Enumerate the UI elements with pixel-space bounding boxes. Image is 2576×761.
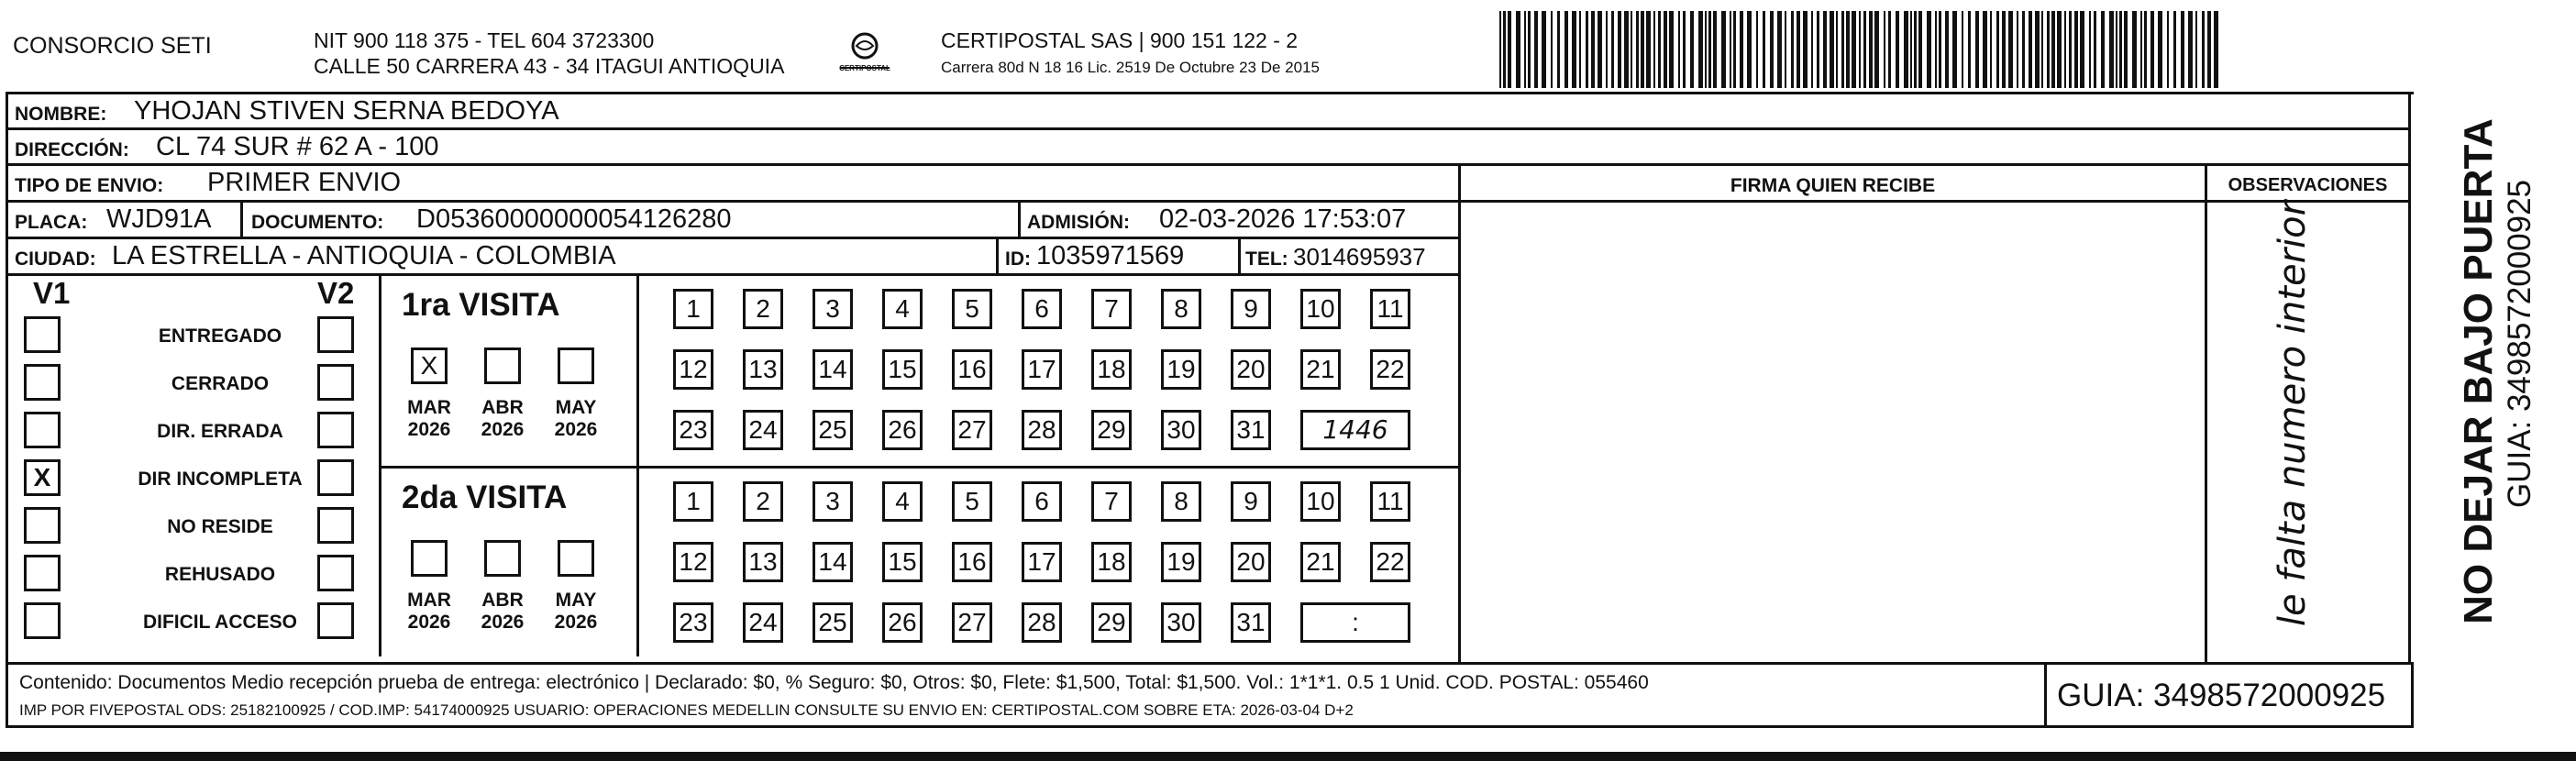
v2-checkbox[interactable] — [317, 412, 354, 448]
day-cell[interactable]: 5 — [952, 289, 992, 329]
day-cell[interactable]: 30 — [1161, 410, 1201, 450]
day-cell[interactable]: 6 — [1022, 289, 1062, 329]
signature-area[interactable] — [1461, 203, 2205, 624]
v1-checkbox[interactable] — [24, 316, 61, 353]
divider — [240, 203, 243, 239]
day-cell[interactable]: 14 — [813, 349, 853, 390]
observaciones-column — [2205, 166, 2408, 665]
day-cell[interactable]: 20 — [1231, 542, 1271, 582]
visita2-title: 2da VISITA — [402, 480, 568, 515]
day-cell[interactable]: 14 — [813, 542, 853, 582]
observaciones-label: OBSERVACIONES — [2228, 175, 2388, 195]
day-cell[interactable]: 8 — [1161, 289, 1201, 329]
day-cell[interactable]: 27 — [952, 602, 992, 643]
day-cell[interactable]: 22 — [1370, 542, 1410, 582]
day-cell[interactable]: 9 — [1231, 481, 1271, 522]
motivo-label: DIFICIL ACCESO — [142, 612, 297, 633]
day-cell[interactable]: 3 — [813, 289, 853, 329]
month-year: 2026 — [554, 612, 598, 633]
v2-checkbox[interactable] — [317, 507, 354, 544]
motivos-section — [6, 276, 381, 656]
month-year: 2026 — [554, 419, 598, 440]
v1-label: V1 — [33, 276, 71, 310]
day-cell[interactable]: 20 — [1231, 349, 1271, 390]
day-cell[interactable]: 2 — [743, 289, 783, 329]
motivo-label: CERRADO — [171, 373, 270, 394]
address-line: CALLE 50 CARRERA 43 - 34 ITAGUI ANTIOQUIA — [314, 54, 785, 78]
day-cell[interactable]: 7 — [1091, 481, 1132, 522]
day-cell[interactable]: 26 — [882, 602, 923, 643]
nombre-value: YHOJAN STIVEN SERNA BEDOYA — [134, 96, 559, 126]
side-text — [2424, 110, 2537, 642]
day-cell[interactable]: 12 — [673, 542, 713, 582]
row-nombre — [6, 94, 2408, 130]
admision-value: 02-03-2026 17:53:07 — [1159, 204, 1407, 234]
day-cell[interactable]: 17 — [1022, 349, 1062, 390]
day-cell[interactable]: 11 — [1370, 481, 1410, 522]
v1-checkbox[interactable]: X — [24, 459, 61, 496]
day-cell[interactable]: 29 — [1091, 602, 1132, 643]
divider — [636, 276, 639, 469]
month-checkbox[interactable] — [558, 540, 594, 577]
day-cell[interactable]: 31 — [1231, 410, 1271, 450]
footer-contenido: Contenido: Documentos Medio recepción prueba de entrega: electrónico | Declarado: $0, % Seguro: $0, Otros: $0, Flete: $1,500, Total: $1,500. Vol.: 1*1*1. 0.5 1 Unid. COD. POSTAL: 055460 — [19, 672, 1649, 693]
visita1-title: 1ra VISITA — [402, 287, 560, 323]
month-label: ABR — [481, 397, 524, 418]
day-cell[interactable]: 28 — [1022, 410, 1062, 450]
v1-checkbox[interactable] — [24, 412, 61, 448]
day-cell[interactable]: 23 — [673, 602, 713, 643]
day-cell[interactable]: 9 — [1231, 289, 1271, 329]
month-label: MAR — [407, 590, 451, 611]
tipo-label: TIPO DE ENVIO: — [15, 175, 164, 196]
day-cell[interactable]: 26 — [882, 410, 923, 450]
bottom-edge — [0, 752, 2576, 761]
day-cell[interactable]: 8 — [1161, 481, 1201, 522]
documento-label: DOCUMENTO: — [251, 212, 384, 233]
month-checkbox[interactable] — [558, 347, 594, 384]
admision-label: ADMISIÓN: — [1027, 212, 1130, 233]
month-checkbox[interactable] — [484, 540, 521, 577]
motivo-label: REHUSADO — [164, 564, 276, 585]
day-cell[interactable]: 28 — [1022, 602, 1062, 643]
day-cell[interactable]: 21 — [1300, 542, 1341, 582]
month-year: 2026 — [407, 419, 451, 440]
month-label: MAY — [555, 590, 597, 611]
tel-label: TEL: — [1245, 248, 1288, 270]
observaciones-handwriting: le falta numero interior — [2272, 200, 2314, 627]
motivo-label: ENTREGADO — [158, 325, 282, 347]
day-cell[interactable]: 1 — [673, 481, 713, 522]
row-placa — [6, 203, 1458, 239]
day-cell[interactable]: 2 — [743, 481, 783, 522]
month-label: ABR — [481, 590, 524, 611]
placa-value: WJD91A — [106, 204, 212, 234]
month-label: MAR — [407, 397, 451, 418]
day-cell[interactable]: 15 — [882, 542, 923, 582]
month-year: 2026 — [407, 612, 451, 633]
day-cell[interactable]: 13 — [743, 542, 783, 582]
motivo-label: DIR. ERRADA — [157, 421, 283, 442]
row-tipo-envio — [6, 166, 1458, 203]
v2-checkbox[interactable] — [317, 602, 354, 639]
day-cell[interactable]: 29 — [1091, 410, 1132, 450]
day-cell[interactable]: 16 — [952, 349, 992, 390]
day-cell[interactable]: 6 — [1022, 481, 1062, 522]
id-value: 1035971569 — [1036, 241, 1185, 270]
time-cell[interactable]: 1446 — [1300, 410, 1410, 450]
header — [0, 0, 2576, 92]
month-checkbox[interactable] — [411, 540, 448, 577]
day-cell[interactable]: 10 — [1300, 481, 1341, 522]
day-cell[interactable]: 3 — [813, 481, 853, 522]
documento-value: D05360000000054126280 — [416, 204, 732, 234]
day-cell[interactable]: 5 — [952, 481, 992, 522]
firma-label: FIRMA QUIEN RECIBE — [1730, 175, 1936, 196]
day-cell[interactable]: 31 — [1231, 602, 1271, 643]
day-cell[interactable]: 10 — [1300, 289, 1341, 329]
day-cell[interactable]: 18 — [1091, 349, 1132, 390]
day-cell[interactable]: 18 — [1091, 542, 1132, 582]
day-cell[interactable]: 24 — [743, 410, 783, 450]
direccion-label: DIRECCIÓN: — [15, 139, 129, 160]
motivo-label: DIR INCOMPLETA — [138, 469, 303, 490]
row-ciudad — [6, 239, 1458, 276]
footer — [6, 662, 2414, 728]
row-direccion — [6, 130, 2408, 166]
side-warning: NO DEJAR BAJO PUERTA — [2456, 118, 2501, 624]
day-cell[interactable]: 7 — [1091, 289, 1132, 329]
nit-line: NIT 900 118 375 - TEL 604 3723300 — [314, 28, 655, 52]
day-cell[interactable]: 21 — [1300, 349, 1341, 390]
day-cell[interactable]: 15 — [882, 349, 923, 390]
v2-label: V2 — [317, 276, 355, 310]
divider — [996, 239, 999, 276]
tipo-value: PRIMER ENVIO — [207, 168, 402, 197]
visita1 — [381, 276, 1458, 469]
barcode — [1499, 11, 2224, 88]
ciudad-value: LA ESTRELLA - ANTIOQUIA - COLOMBIA — [112, 241, 616, 270]
divider — [2044, 665, 2047, 725]
day-cell[interactable]: 25 — [813, 410, 853, 450]
motivo-label: NO RESIDE — [167, 516, 273, 537]
day-cell[interactable]: 30 — [1161, 602, 1201, 643]
day-cell[interactable]: 4 — [882, 481, 923, 522]
month-year: 2026 — [481, 419, 525, 440]
day-cell[interactable]: 12 — [673, 349, 713, 390]
footer-imp: IMP POR FIVEPOSTAL ODS: 25182100925 / COD.IMP: 54174000925 USUARIO: OPERACIONES MEDELLIN CONSULTE SU ENVIO EN: CERTIPOSTAL.COM SOBRE ETA: 2026-03-04 D+2 — [19, 701, 1354, 719]
direccion-value: CL 74 SUR # 62 A - 100 — [156, 132, 439, 161]
firma-column — [1458, 166, 2205, 665]
divider — [1238, 239, 1241, 276]
v1-checkbox[interactable] — [24, 555, 61, 591]
v1-checkbox[interactable] — [24, 602, 61, 639]
day-cell[interactable]: 17 — [1022, 542, 1062, 582]
day-cell[interactable]: 27 — [952, 410, 992, 450]
month-checkbox[interactable]: X — [411, 347, 448, 384]
day-cell[interactable]: 24 — [743, 602, 783, 643]
month-checkbox[interactable] — [484, 347, 521, 384]
firma-header — [1461, 166, 2205, 203]
day-cell[interactable]: 25 — [813, 602, 853, 643]
side-guia: GUIA: 3498572000925 — [2502, 179, 2537, 509]
day-cell[interactable]: 4 — [882, 289, 923, 329]
v2-checkbox[interactable] — [317, 459, 354, 496]
certipostal-logo — [835, 28, 895, 79]
divider — [636, 469, 639, 656]
certipostal-line2: Carrera 80d N 18 16 Lic. 2519 De Octubre 23 De 2015 — [941, 59, 1320, 76]
day-cell[interactable]: 13 — [743, 349, 783, 390]
footer-guia: GUIA: 3498572000925 — [2057, 678, 2386, 713]
time-cell[interactable]: : — [1300, 602, 1410, 643]
visita2 — [381, 469, 1458, 656]
day-cell[interactable]: 16 — [952, 542, 992, 582]
placa-label: PLACA: — [15, 212, 88, 233]
day-cell[interactable]: 22 — [1370, 349, 1410, 390]
month-label: MAY — [555, 397, 597, 418]
v1-checkbox[interactable] — [24, 364, 61, 401]
divider — [1018, 203, 1021, 239]
day-cell[interactable]: 19 — [1161, 542, 1201, 582]
month-year: 2026 — [481, 612, 525, 633]
form-right-border — [2408, 92, 2411, 665]
day-cell[interactable]: 11 — [1370, 289, 1410, 329]
day-cell[interactable]: 1 — [673, 289, 713, 329]
certipostal-line1: CERTIPOSTAL SAS | 900 151 122 - 2 — [941, 28, 1299, 52]
v2-checkbox[interactable] — [317, 316, 354, 353]
company-name: CONSORCIO SETI — [13, 33, 212, 59]
day-cell[interactable]: 23 — [673, 410, 713, 450]
v1-checkbox[interactable] — [24, 507, 61, 544]
logo-text: CERTIPOSTAL — [839, 64, 890, 72]
v2-checkbox[interactable] — [317, 555, 354, 591]
day-cell[interactable]: 19 — [1161, 349, 1201, 390]
tel-value: 3014695937 — [1293, 243, 1426, 270]
ciudad-label: CIUDAD: — [15, 248, 96, 270]
id-label: ID: — [1005, 248, 1031, 270]
nombre-label: NOMBRE: — [15, 104, 107, 125]
v2-checkbox[interactable] — [317, 364, 354, 401]
